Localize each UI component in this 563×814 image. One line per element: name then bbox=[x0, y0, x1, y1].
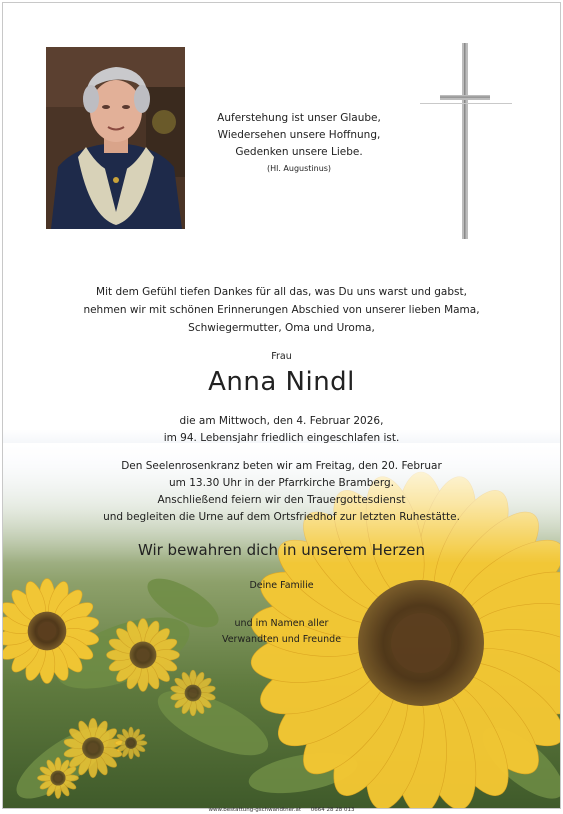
deceased-name: Anna Nindl bbox=[208, 367, 355, 397]
intro-line: Mit dem Gefühl tiefen Dankes für all das, was Du uns warst und gabst, bbox=[96, 286, 467, 298]
service-line: um 13.30 Uhr in der Pfarrkirche Bramberg. bbox=[169, 477, 394, 489]
death-notice bbox=[3, 413, 560, 447]
portrait-photo bbox=[46, 47, 185, 229]
death-line: die am Mittwoch, den 4. Februar 2026, bbox=[179, 415, 384, 427]
footer-phone: 0664 28 28 013 bbox=[310, 807, 355, 813]
family-signature: Deine Familie bbox=[249, 580, 314, 591]
service-line: Anschließend feiern wir den Trauergottesdienst bbox=[157, 494, 406, 506]
footer bbox=[0, 807, 563, 813]
cross-icon bbox=[418, 41, 514, 241]
relatives-signature bbox=[3, 616, 560, 648]
intro-line: nehmen wir mit schönen Erinnerungen Abschied von unserer lieben Mama, bbox=[83, 304, 480, 316]
relatives-line: Verwandten und Freunde bbox=[221, 634, 342, 645]
relatives-line: und im Namen aller bbox=[234, 618, 329, 629]
quote-block bbox=[199, 110, 399, 176]
parte-card bbox=[2, 2, 561, 809]
quote-line: Auferstehung ist unser Glaube, bbox=[217, 112, 381, 124]
salutation: Frau bbox=[271, 351, 292, 362]
footer-website: www.bestattung-gschwandtner.at bbox=[208, 807, 302, 813]
intro-line: Schwiegermutter, Oma und Uroma, bbox=[188, 322, 375, 334]
quote-line: Wiedersehen unsere Hoffnung, bbox=[217, 129, 381, 141]
service-details bbox=[3, 458, 560, 526]
motto: Wir bewahren dich in unserem Herzen bbox=[137, 541, 426, 559]
quote-source: (Hl. Augustinus) bbox=[266, 164, 332, 173]
death-line: im 94. Lebensjahr friedlich eingeschlafen ist. bbox=[163, 432, 400, 444]
quote-line: Gedenken unsere Liebe. bbox=[235, 146, 363, 158]
intro-text bbox=[3, 283, 560, 337]
service-line: und begleiten die Urne auf dem Ortsfriedhof zur letzten Ruhestätte. bbox=[103, 511, 460, 523]
service-line: Den Seelenrosenkranz beten wir am Freitag, den 20. Februar bbox=[121, 460, 442, 472]
